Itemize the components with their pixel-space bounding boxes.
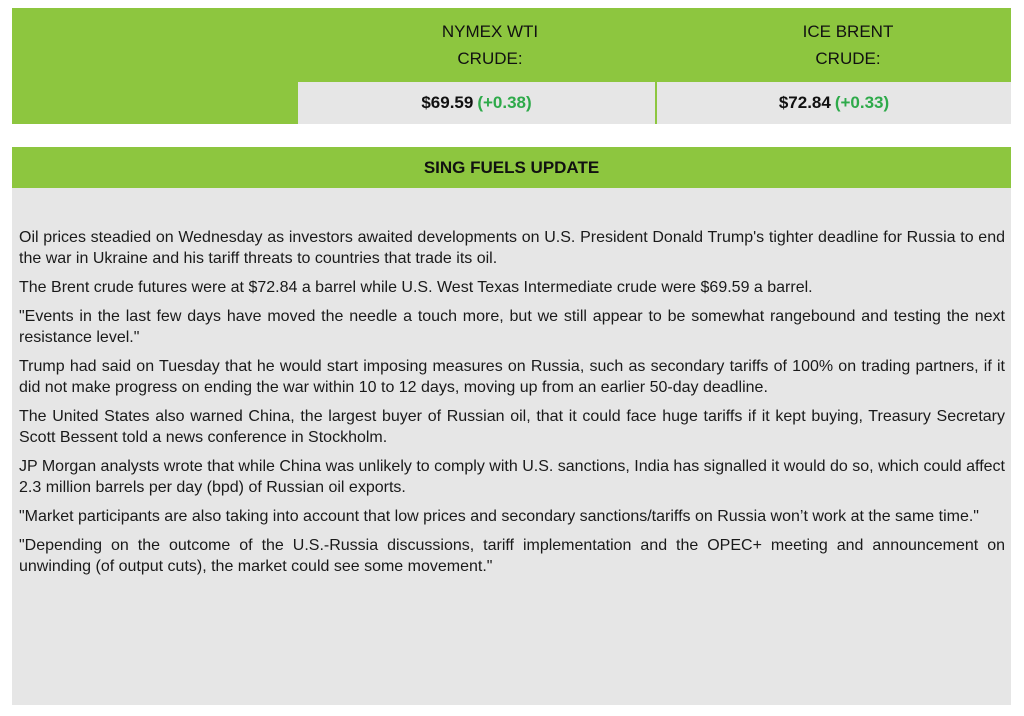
price-row <box>12 82 1011 124</box>
wti-label <box>330 8 650 82</box>
update-body <box>19 227 1005 585</box>
brent-change: (+0.33) <box>834 93 890 112</box>
wti-label-line2: CRUDE: <box>457 49 523 68</box>
wti-label-line1: NYMEX WTI <box>441 22 539 41</box>
wti-price: $69.59 <box>421 93 474 112</box>
brent-label <box>688 8 1008 82</box>
brent-price-cell <box>657 82 1011 124</box>
update-paragraph: "Depending on the outcome of the U.S.-Russia discussions, tariff implementation and the OPEC+ meeting and announcement on unwinding (of output cuts), the market could see some movement." <box>19 537 1005 575</box>
update-paragraph: Oil prices steadied on Wednesday as investors awaited developments on U.S. President Donald Trump's tighter deadline for Russia to end the war in Ukraine and his tariff threats to countries that trade its oil. <box>19 229 1005 267</box>
wti-price-cell <box>298 82 655 124</box>
update-paragraph: The Brent crude futures were at $72.84 a barrel while U.S. West Texas Intermediate crude were $69.59 a barrel. <box>19 279 813 296</box>
brent-price: $72.84 <box>778 93 831 112</box>
wti-change: (+0.38) <box>477 93 532 112</box>
update-paragraph: "Market participants are also taking into account that low prices and secondary sanctions/tariffs on Russia won’t work at the same time." <box>19 508 979 525</box>
update-paragraph: JP Morgan analysts wrote that while China was unlikely to comply with U.S. sanctions, India has signalled it would do so, which could affect 2.3 million barrels per day (bpd) of Russian oil exports. <box>19 458 1005 496</box>
price-table <box>12 8 1011 124</box>
update-title: SING FUELS UPDATE <box>12 147 1011 188</box>
update-paragraph: "Events in the last few days have moved the needle a touch more, but we still appear to be somewhat rangebound and testing the next resistance level." <box>19 308 1005 346</box>
brent-label-line2: CRUDE: <box>815 49 881 68</box>
update-paragraph: Trump had said on Tuesday that he would start imposing measures on Russia, such as secondary tariffs of 100% on trading partners, if it did not make progress on ending the war within 10 to 12 days, moving up from an earlier 50-day deadline. <box>19 358 1005 396</box>
update-panel <box>12 147 1011 705</box>
price-table-header <box>12 8 1011 82</box>
brent-label-line1: ICE BRENT <box>802 22 894 41</box>
update-paragraph: The United States also warned China, the largest buyer of Russian oil, that it could face huge tariffs if it kept buying, Treasury Secretary Scott Bessent told a news conference in Stockholm. <box>19 408 1005 446</box>
